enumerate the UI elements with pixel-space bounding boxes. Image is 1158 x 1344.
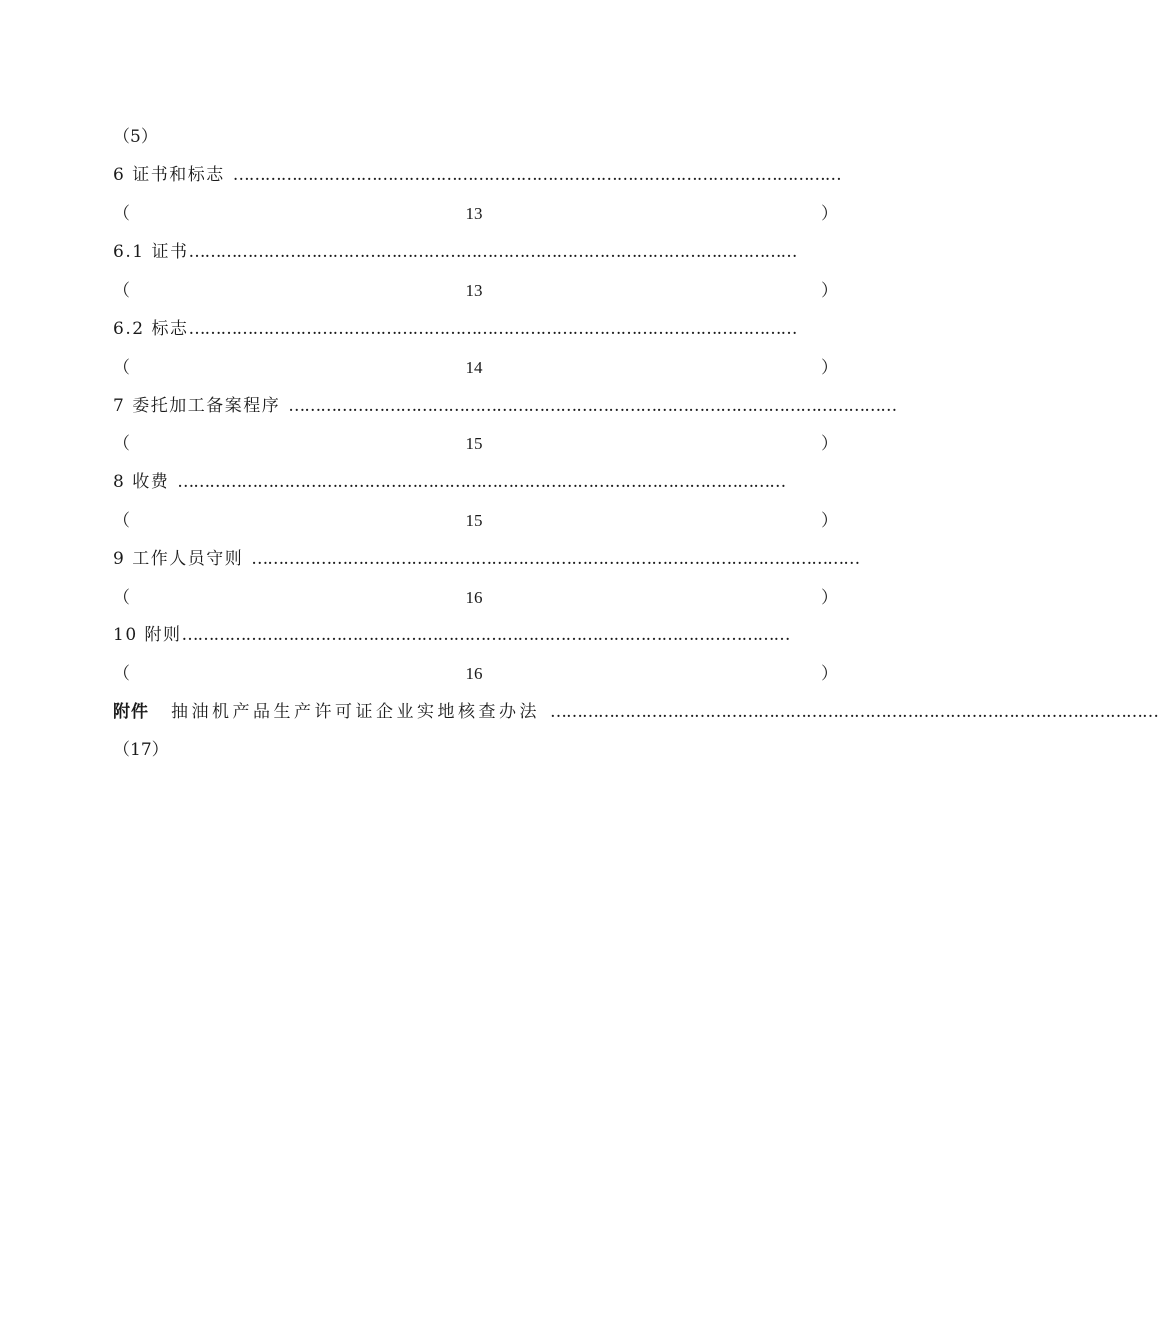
close-paren: ） bbox=[821, 511, 838, 531]
close-paren: ） bbox=[821, 664, 838, 684]
toc-entry[interactable] bbox=[113, 469, 835, 495]
dot-leader: …………………………………………………………………………………………………… bbox=[177, 472, 786, 492]
toc-page-ref bbox=[113, 124, 835, 150]
dot-leader: …………………………………………………………………………………………………… bbox=[251, 549, 860, 569]
open-paren: （ bbox=[113, 511, 130, 531]
dot-leader: …………………………………………………………………………………………………… bbox=[288, 396, 897, 416]
toc-page-number: 13 bbox=[465, 281, 483, 300]
toc-entry-title: 6.2 标志 bbox=[113, 319, 189, 339]
close-paren: ） bbox=[821, 358, 838, 378]
toc-page-number: 14 bbox=[465, 358, 483, 377]
toc-entry-title: 10 附则 bbox=[113, 625, 182, 645]
toc-entry-title: 6.1 证书 bbox=[113, 242, 189, 262]
open-paren: （ bbox=[113, 281, 130, 301]
toc-page-row bbox=[113, 508, 838, 534]
close-paren: ） bbox=[821, 204, 838, 224]
toc-entry-title: 8 收费 bbox=[113, 472, 170, 492]
open-paren: （ bbox=[113, 358, 130, 378]
toc-page-row bbox=[113, 355, 838, 381]
toc-entry[interactable] bbox=[113, 239, 835, 265]
toc-page-row bbox=[113, 278, 838, 304]
toc-page-row bbox=[113, 661, 838, 687]
toc-page-number: 15 bbox=[465, 434, 483, 453]
toc-page-row bbox=[113, 201, 838, 227]
toc-entry[interactable] bbox=[113, 393, 897, 419]
toc-page-row bbox=[113, 431, 838, 457]
toc-page-number: 16 bbox=[465, 588, 483, 607]
toc-page-row bbox=[113, 585, 838, 611]
dot-leader: …………………………………………………………………………………………………… bbox=[550, 702, 1158, 722]
dot-leader: …………………………………………………………………………………………………… bbox=[188, 319, 797, 339]
open-paren: （ bbox=[113, 664, 130, 684]
toc-entry-title: 6 证书和标志 bbox=[113, 165, 225, 185]
dot-leader: …………………………………………………………………………………………………… bbox=[181, 625, 790, 645]
toc-entry-title: 9 工作人员守则 bbox=[113, 549, 244, 569]
toc-appendix-entry[interactable] bbox=[113, 699, 1158, 725]
dot-leader: …………………………………………………………………………………………………… bbox=[232, 165, 841, 185]
appendix-label: 附件 bbox=[113, 702, 149, 722]
toc-entry[interactable] bbox=[113, 162, 841, 188]
toc-entry[interactable] bbox=[113, 622, 835, 648]
open-paren: （ bbox=[113, 434, 130, 454]
toc-page-number: 16 bbox=[465, 664, 483, 683]
close-paren: ） bbox=[821, 434, 838, 454]
page-number: （5） bbox=[113, 127, 158, 147]
toc-page-number: 15 bbox=[465, 511, 483, 530]
close-paren: ） bbox=[821, 588, 838, 608]
appendix-title: 抽油机产品生产许可证企业实地核查办法 bbox=[171, 702, 540, 722]
toc-page-number: 13 bbox=[465, 204, 483, 223]
open-paren: （ bbox=[113, 204, 130, 224]
toc-entry[interactable] bbox=[113, 546, 860, 572]
close-paren: ） bbox=[821, 281, 838, 301]
appendix-page-number: （17） bbox=[113, 740, 169, 760]
dot-leader: …………………………………………………………………………………………………… bbox=[188, 242, 797, 262]
toc-entry[interactable] bbox=[113, 316, 835, 342]
toc-page-ref bbox=[113, 737, 835, 763]
open-paren: （ bbox=[113, 588, 130, 608]
toc-entry-title: 7 委托加工备案程序 bbox=[113, 396, 281, 416]
